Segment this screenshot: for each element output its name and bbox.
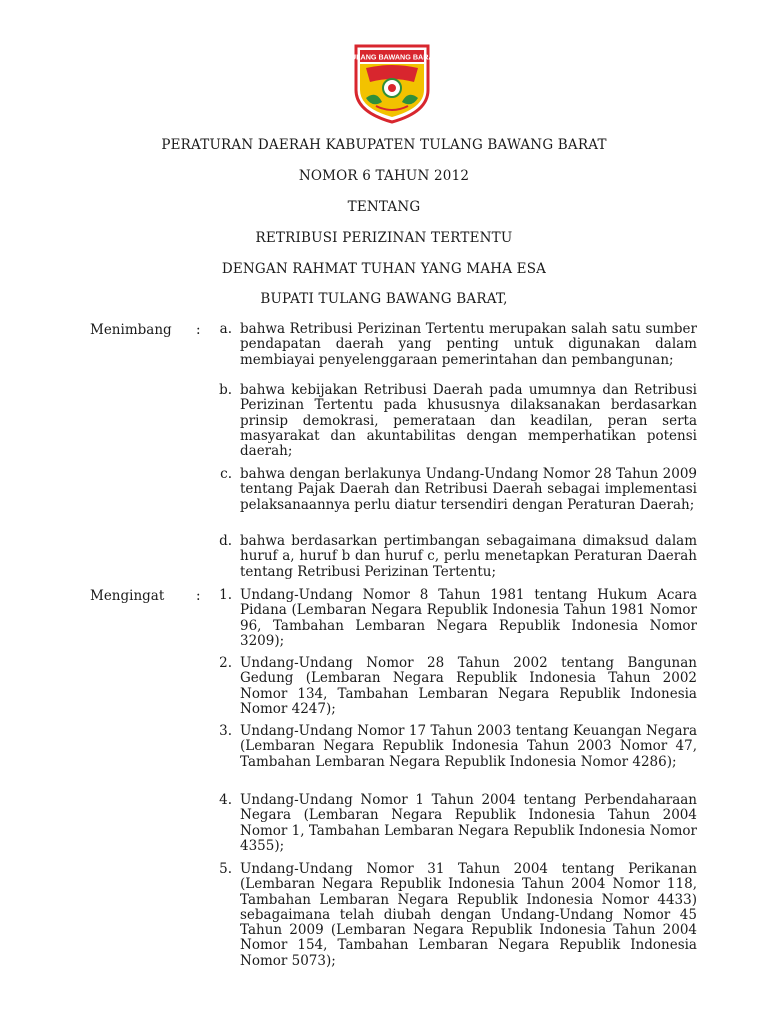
about-heading: TENTANG xyxy=(347,199,421,215)
item-marker: 4. xyxy=(219,792,232,808)
section-colon: : xyxy=(196,322,201,338)
item-text: bahwa kebijakan Retribusi Daerah pada umumnya dan Retribusi Perizinan Tertentu pada khususnya dilaksanakan berdasarkan prinsip demokrasi, pemerataan dan keadilan, peran serta masyarakat dan akuntabilitas dengan memperhatikan potensi daerah; xyxy=(240,382,697,460)
section-label: Menimbang xyxy=(90,322,172,338)
invocation-heading: DENGAN RAHMAT TUHAN YANG MAHA ESA xyxy=(221,261,547,277)
item-marker: d. xyxy=(219,533,232,549)
section-colon: : xyxy=(196,588,201,604)
item-text: bahwa dengan berlakunya Undang-Undang Nomor 28 Tahun 2009 tentang Pajak Daerah dan Retribusi Daerah sebagai implementasi pelaksanaannya perlu diatur tersendiri dengan Peraturan Daerah; xyxy=(240,466,697,513)
regulation-title: PERATURAN DAERAH KABUPATEN TULANG BAWANG BARAT xyxy=(161,137,607,153)
item-text: Undang-Undang Nomor 8 Tahun 1981 tentang Hukum Acara Pidana (Lembaran Negara Republik Indonesia Tahun 1981 Nomor 96, Tambahan Lembaran Negara Republik Indonesia Nomor 3209); xyxy=(240,587,697,649)
svg-text:TULANG BAWANG BARAT: TULANG BAWANG BARAT xyxy=(346,52,438,62)
item-text: Undang-Undang Nomor 1 Tahun 2004 tentang Perbendaharaan Negara (Lembaran Negara Republik Indonesia Tahun 2004 Nomor 1, Tambahan Lembaran Negara Republik Indonesia Nomor 4355); xyxy=(240,792,697,854)
item-marker: 5. xyxy=(219,861,232,877)
item-marker: 1. xyxy=(219,587,232,603)
item-text: Undang-Undang Nomor 28 Tahun 2002 tentang Bangunan Gedung (Lembaran Negara Republik Indonesia Tahun 2002 Nomor 134, Tambahan Lembaran Negara Republik Indonesia Nomor 4247); xyxy=(240,655,697,717)
item-marker: a. xyxy=(219,321,232,337)
section-label: Mengingat xyxy=(90,588,165,604)
coat-of-arms-icon xyxy=(346,42,438,124)
item-marker: 3. xyxy=(219,723,232,739)
regulation-number: NOMOR 6 TAHUN 2012 xyxy=(298,168,470,184)
item-text: Undang-Undang Nomor 31 Tahun 2004 tentang Perikanan (Lembaran Negara Republik Indonesia Tahun 2004 Nomor 118, Tambahan Lembaran Negara Republik Indonesia Nomor 4433) sebagaimana telah diubah dengan Undang-Undang Nomor 45 Tahun 2009 (Lembaran Negara Republik Indonesia Tahun 2004 Nomor 154, Tambahan Lembaran Negara Republik Indonesia Nomor 5073); xyxy=(240,861,697,969)
item-marker: c. xyxy=(220,466,232,482)
item-text: bahwa Retribusi Perizinan Tertentu merupakan salah satu sumber pendapatan daerah yang penting untuk digunakan dalam membiayai penyelenggaraan pemerintahan dan pembangunan; xyxy=(240,321,697,368)
item-text: Undang-Undang Nomor 17 Tahun 2003 tentang Keuangan Negara (Lembaran Negara Republik Indonesia Tahun 2003 Nomor 47, Tambahan Lembaran Negara Republik Indonesia Nomor 4286); xyxy=(240,723,697,770)
item-marker: 2. xyxy=(219,655,232,671)
subject-heading: RETRIBUSI PERIZINAN TERTENTU xyxy=(255,230,513,246)
official-heading: BUPATI TULANG BAWANG BARAT, xyxy=(260,291,508,307)
item-marker: b. xyxy=(219,382,232,398)
item-text: bahwa berdasarkan pertimbangan sebagaimana dimaksud dalam huruf a, huruf b dan huruf c, perlu menetapkan Peraturan Daerah tentang Retribusi Perizinan Tertentu; xyxy=(240,533,697,580)
